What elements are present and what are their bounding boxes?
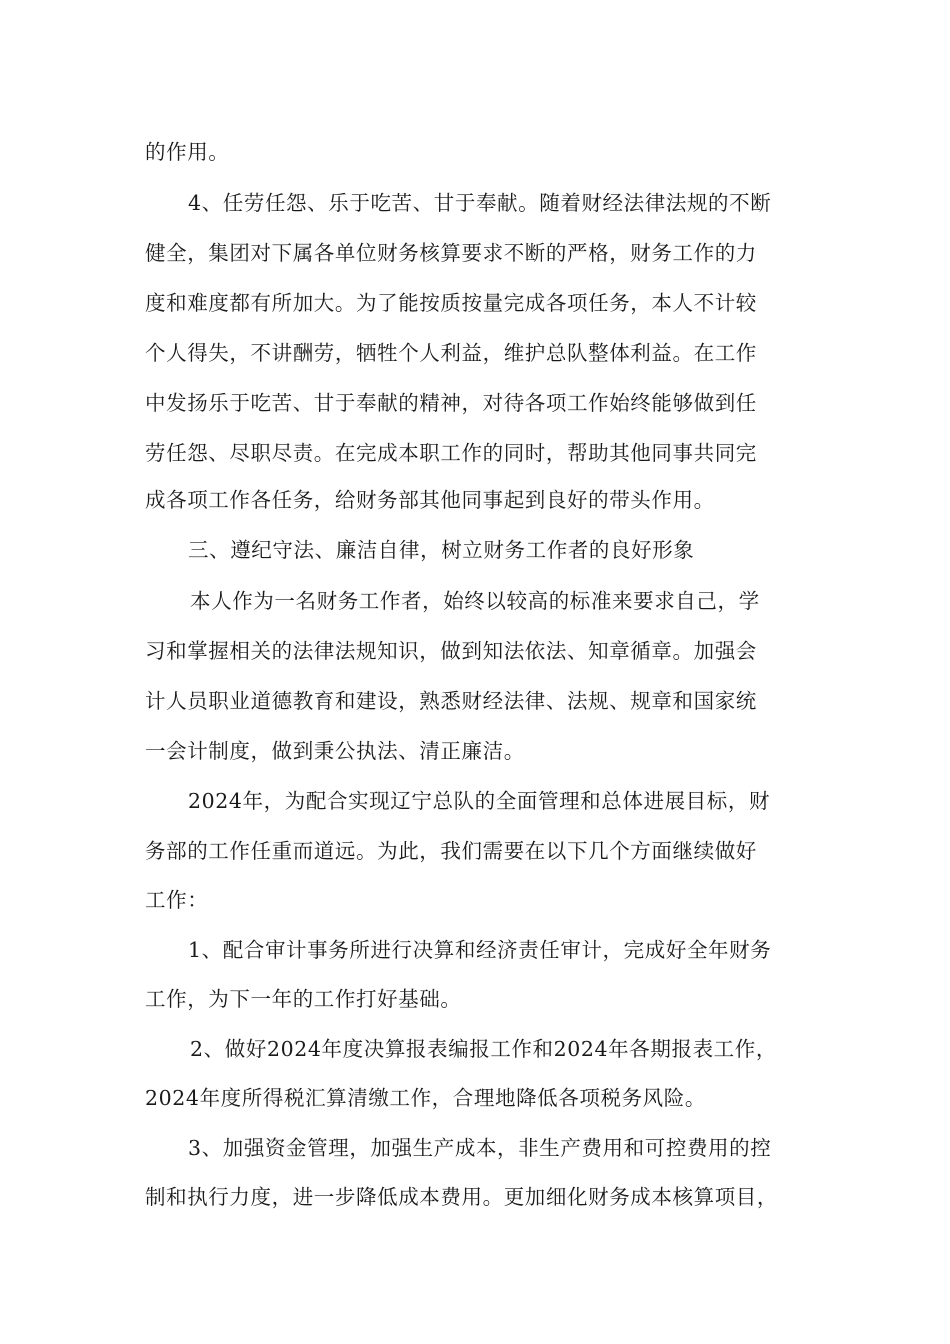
text-line: 工作： — [145, 888, 209, 912]
text-line: 2024年，为配合实现辽宁总队的全面管理和总体进展目标，财 — [188, 789, 771, 813]
text-line: 计人员职业道德教育和建设，熟悉财经法律、法规、规章和国家统 — [145, 689, 757, 713]
text-line: 1、配合审计事务所进行决算和经济责任审计，完成好全年财务 — [188, 938, 772, 962]
text-line: 成各项工作各任务，给财务部其他同事起到良好的带头作用。 — [145, 488, 715, 512]
text-line: 3、加强资金管理，加强生产成本，非生产费用和可控费用的控 — [188, 1136, 772, 1160]
text-line: 2024年度所得税汇算清缴工作，合理地降低各项税务风险。 — [145, 1086, 706, 1110]
text-line: 中发扬乐于吃苦、甘于奉献的精神，对待各项工作始终能够做到任 — [145, 391, 757, 415]
text-line: 2、做好2024年度决算报表编报工作和2024年各期报表工作， — [190, 1037, 777, 1061]
text-line: 习和掌握相关的法律法规知识，做到知法依法、知章循章。加强会 — [145, 639, 757, 663]
text-line: 度和难度都有所加大。为了能按质按量完成各项任务，本人不计较 — [145, 291, 757, 315]
text-line: 一会计制度，做到秉公执法、清正廉洁。 — [145, 739, 525, 763]
text-line: 务部的工作任重而道远。为此，我们需要在以下几个方面继续做好 — [145, 839, 757, 863]
section-heading: 三、遵纪守法、廉洁自律，树立财务工作者的良好形象 — [188, 538, 695, 562]
text-line: 劳任怨、尽职尽责。在完成本职工作的同时，帮助其他同事共同完 — [145, 441, 757, 465]
text-line: 健全，集团对下属各单位财务核算要求不断的严格，财务工作的力 — [145, 241, 757, 265]
text-line: 的作用。 — [145, 140, 230, 164]
text-line: 本人作为一名财务工作者，始终以较高的标准来要求自己，学 — [190, 589, 760, 613]
text-line: 个人得失，不讲酬劳，牺牲个人利益，维护总队整体利益。在工作 — [145, 341, 757, 365]
text-line: 制和执行力度，进一步降低成本费用。更加细化财务成本核算项目， — [145, 1185, 778, 1209]
text-line: 4、任劳任怨、乐于吃苦、甘于奉献。随着财经法律法规的不断 — [188, 191, 772, 215]
text-line: 工作，为下一年的工作打好基础。 — [145, 987, 462, 1011]
